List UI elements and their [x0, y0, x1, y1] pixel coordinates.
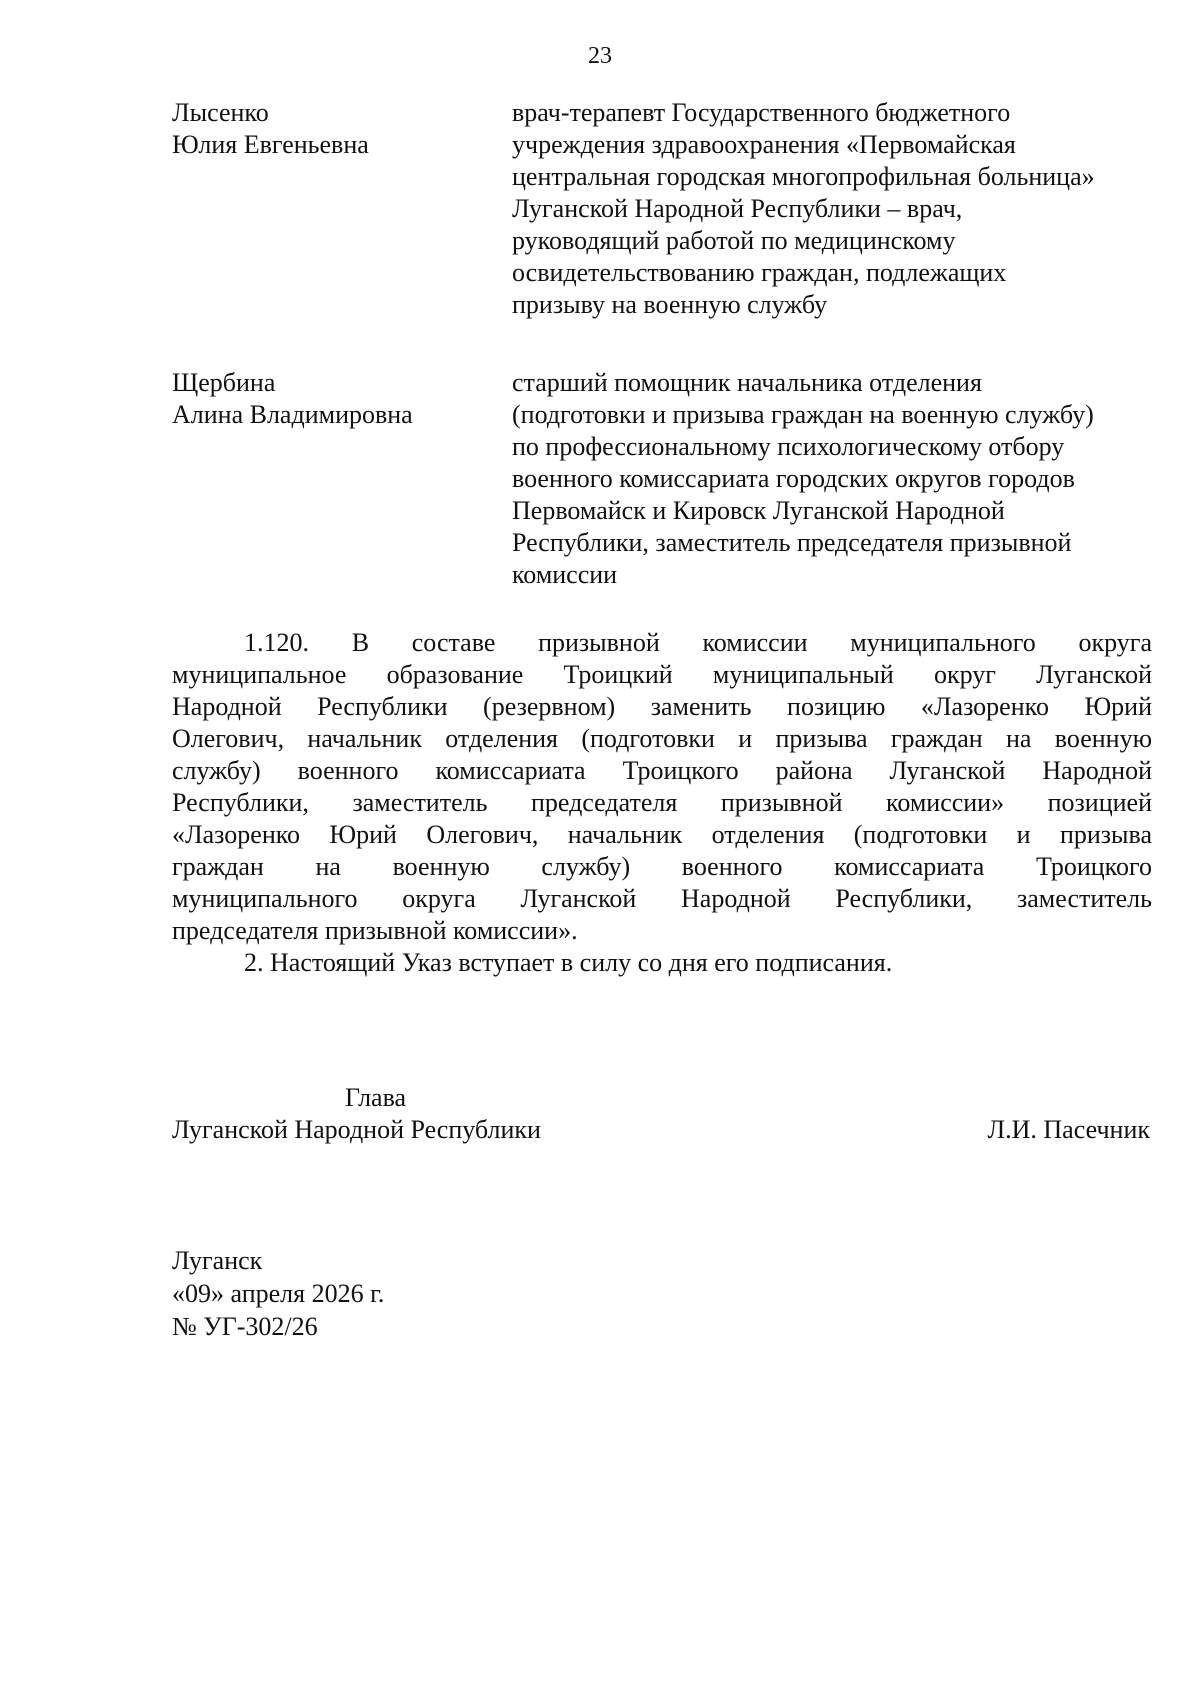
member-name — [172, 367, 492, 431]
paragraph-2 — [172, 947, 1152, 979]
footer-document-number: № УГ-302/26 — [172, 1312, 318, 1341]
member-given-names: Алина Владимировна — [172, 400, 413, 429]
position-line: руководящий работой по медицинскому — [512, 226, 956, 255]
paragraph-line: председателя призывной комиссии». — [172, 916, 578, 945]
page-number: 23 — [588, 43, 612, 69]
position-line: врач-терапевт Государственного бюджетного — [512, 98, 1011, 127]
signatory-name: Л.И. Пасечник — [987, 1115, 1150, 1144]
position-line: Первомайск и Кировск Луганской Народной — [512, 496, 1005, 525]
position-line: старший помощник начальника отделения — [512, 368, 982, 397]
member-position — [512, 97, 1152, 321]
paragraph-line: 1.120. В составе призывной комиссии муниципального округа — [244, 628, 1152, 657]
paragraph-line: Олегович, начальник отделения (подготовки и призыва граждан на военную — [172, 724, 1152, 753]
member-name — [172, 97, 492, 161]
paragraph-line: Народной Республики (резервном) заменить позицию «Лазоренко Юрий — [172, 692, 1152, 721]
position-line: (подготовки и призыва граждан на военную службу) — [512, 400, 1094, 429]
paragraph-line: службу) военного комиссариата Троицкого района Луганской Народной — [172, 756, 1152, 785]
document-footer — [172, 1245, 384, 1344]
paragraph-line: граждан на военную службу) военного комиссариата Троицкого — [172, 852, 1152, 881]
position-line: по профессиональному психологическому отбору — [512, 432, 1065, 461]
paragraph-1-120 — [172, 627, 1152, 947]
position-line: центральная городская многопрофильная больница» — [512, 162, 1095, 191]
member-surname: Щербина — [172, 368, 276, 397]
footer-city: Луганск — [172, 1246, 263, 1275]
paragraph-line: муниципального округа Луганской Народной Республики, заместитель — [172, 884, 1152, 913]
position-line: освидетельствованию граждан, подлежащих — [512, 258, 1007, 287]
member-surname: Лысенко — [172, 98, 269, 127]
footer-date: «09» апреля 2026 г. — [172, 1279, 385, 1308]
signatory-organization: Луганской Народной Республики — [172, 1115, 541, 1144]
member-given-names: Юлия Евгеньевна — [172, 130, 369, 159]
paragraph-line: 2. Настоящий Указ вступает в силу со дня его подписания. — [244, 948, 893, 977]
paragraph-line: «Лазоренко Юрий Олегович, начальник отделения (подготовки и призыва — [172, 820, 1152, 849]
position-line: учреждения здравоохранения «Первомайская — [512, 130, 1016, 159]
paragraph-line: Республики, заместитель председателя призывной комиссии» позицией — [172, 788, 1152, 817]
member-position — [512, 367, 1152, 591]
position-line: комиссии — [512, 560, 618, 589]
position-line: Луганской Народной Республики – врач, — [512, 194, 963, 223]
position-line: военного комиссариата городских округов городов — [512, 464, 1075, 493]
position-line: Республики, заместитель председателя призывной — [512, 528, 1072, 557]
position-line: призыву на военную службу — [512, 290, 828, 319]
signatory-title: Глава — [345, 1083, 407, 1112]
paragraph-line: муниципальное образование Троицкий муниципальный округ Луганской — [172, 660, 1152, 689]
